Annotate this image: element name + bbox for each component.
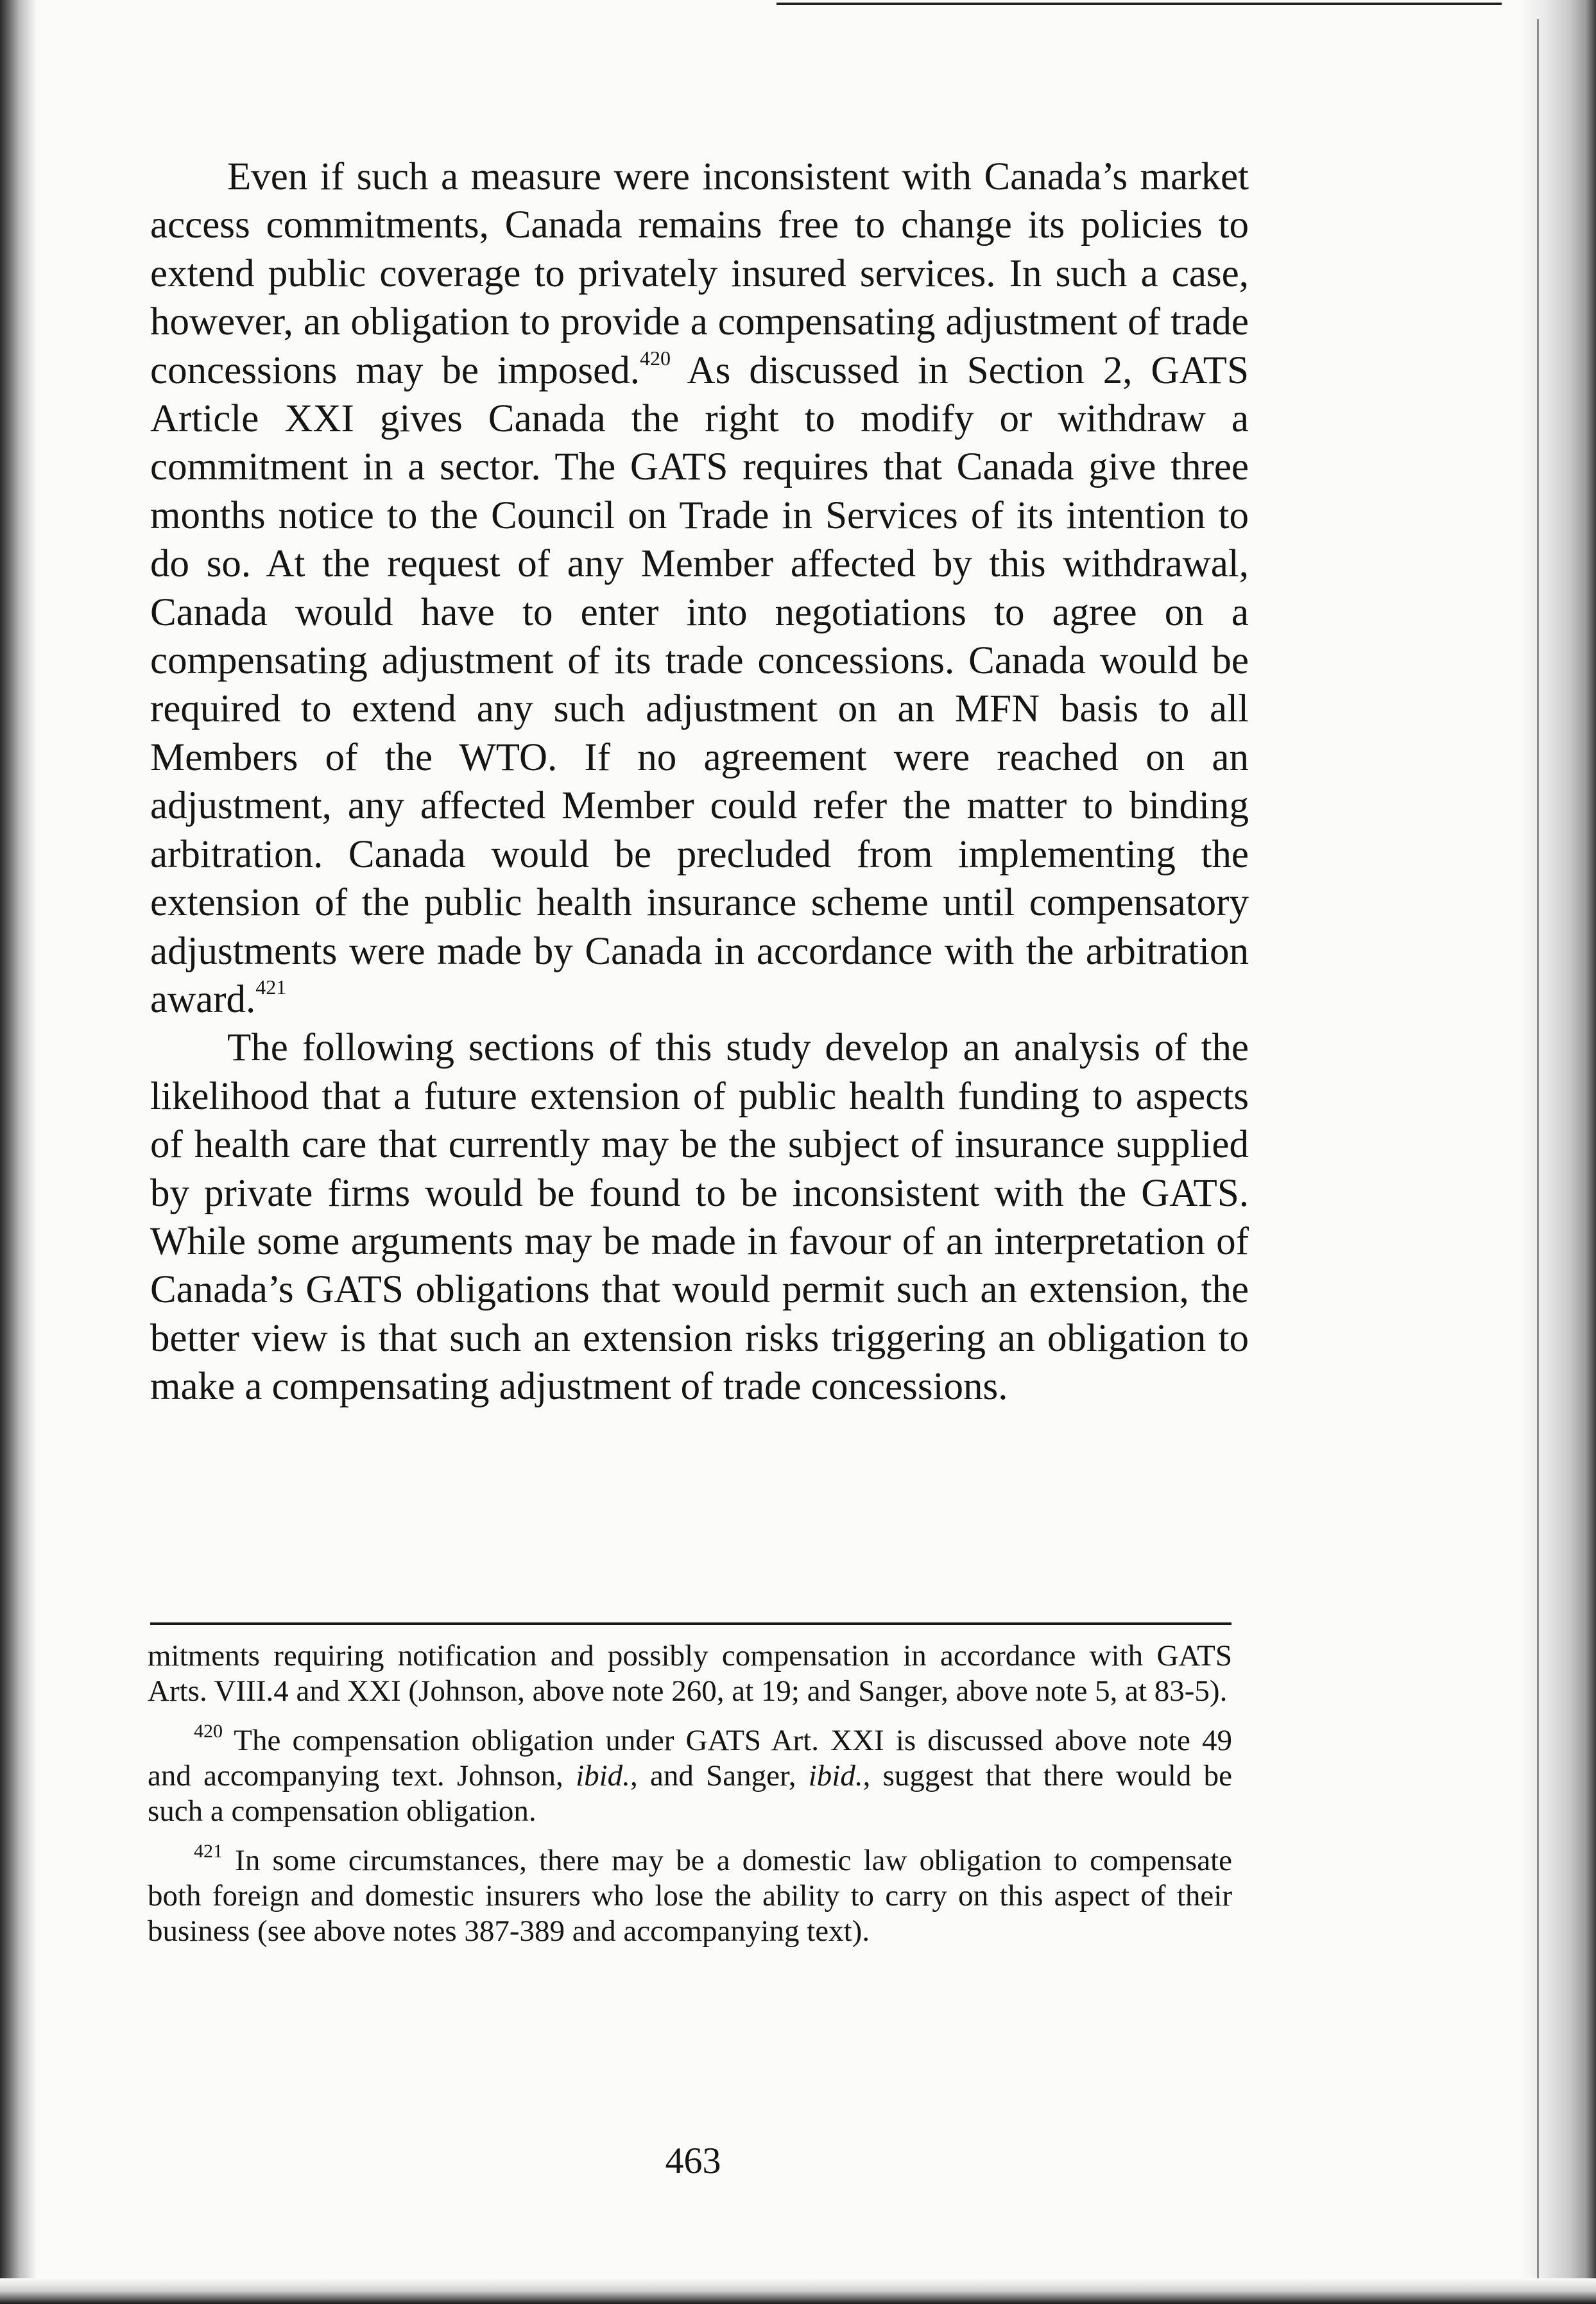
scan-right-edge-line	[1537, 19, 1539, 2278]
main-body-text	[150, 153, 1249, 1411]
footnote-420-ibid-2: ibid.	[808, 1759, 863, 1792]
paragraph-2	[150, 1024, 1249, 1411]
footnote-420-ibid: ibid.	[576, 1759, 630, 1792]
book-spine-shadow	[0, 0, 37, 2304]
footnote-420-number: 420	[194, 1721, 223, 1742]
page-number: 463	[665, 2140, 721, 2181]
paragraph-2-text: The following sections of this study develop an analysis of the likelihood that a future extension of public health funding to aspects of health care that currently may be the subject of insurance supplied by private firms would be found to be inconsistent with the GATS. While some arguments may be made in favour of an interpretation of Canada’s GATS obligations that would permit such an extension, the better view is that such an extension risks triggering an obligation to make a compensating adjustment of trade concessions.	[150, 1026, 1249, 1409]
paragraph-1	[150, 153, 1249, 1024]
footnotes	[148, 1638, 1232, 1963]
scan-top-edge	[777, 3, 1502, 5]
footnote-420-text-b: , and Sanger,	[630, 1759, 809, 1792]
scan-right-edge	[1519, 0, 1596, 2304]
footnote-421-text: In some circumstances, there may be a domestic law obligation to compensate both foreign and domestic insurers who lose the ability to carry on this aspect of their business (see above notes 387-389 and accompanying text).	[148, 1844, 1232, 1948]
paragraph-1-text-cont: As discussed in Section 2, GATS Article XXI gives Canada the right to modify or withdraw a commitment in a sector. The GATS requires that Canada give three months notice to the Council on Trade in Services of its intention to do so. At the request of any Member affected by this withdrawal, Canada would have to enter into negotiations to agree on a compensating adjustment of its trade concessions. Canada would be required to extend any such adjustment on an MFN basis to all Members of the WTO. If no agreement were reached on an adjustment, any affected Member could refer the matter to binding arbitration. Canada would be precluded from implementing the extension of the public health insurance scheme until compensatory adjustments were made by Canada in accordance with the arbitration award.	[150, 348, 1249, 1021]
footnote-421	[148, 1843, 1232, 1949]
footnote-420-text: The compensation obligation under GATS Art. XXI is discussed above note 49 and accompanying text. Johnson,	[148, 1724, 1232, 1792]
footnote-separator	[150, 1622, 1231, 1625]
footnote-421-number: 421	[194, 1841, 223, 1862]
paragraph-1-text: Even if such a measure were inconsistent with Canada’s market access commitments, Canada remains free to change its policies to extend public coverage to privately insured services. In such a case, however, an obligation to provide a compensating adjustment of trade concessions may be imposed.	[150, 155, 1249, 392]
footnote-continued	[148, 1638, 1232, 1709]
footnote-ref-421: 421	[255, 975, 287, 999]
footnote-420-text-c: , suggest that there would be such a compensation obligation.	[148, 1759, 1232, 1828]
scan-bottom-edge	[0, 2278, 1596, 2304]
footnote-420	[148, 1723, 1232, 1829]
footnote-ref-420: 420	[639, 346, 671, 370]
footnote-continued-text: mitments requiring notification and possibly compensation in accordance with GATS Arts. VIII.4 and XXI (Johnson, above note 260, at 19; and Sanger, above note 5, at 83-5).	[148, 1639, 1232, 1708]
